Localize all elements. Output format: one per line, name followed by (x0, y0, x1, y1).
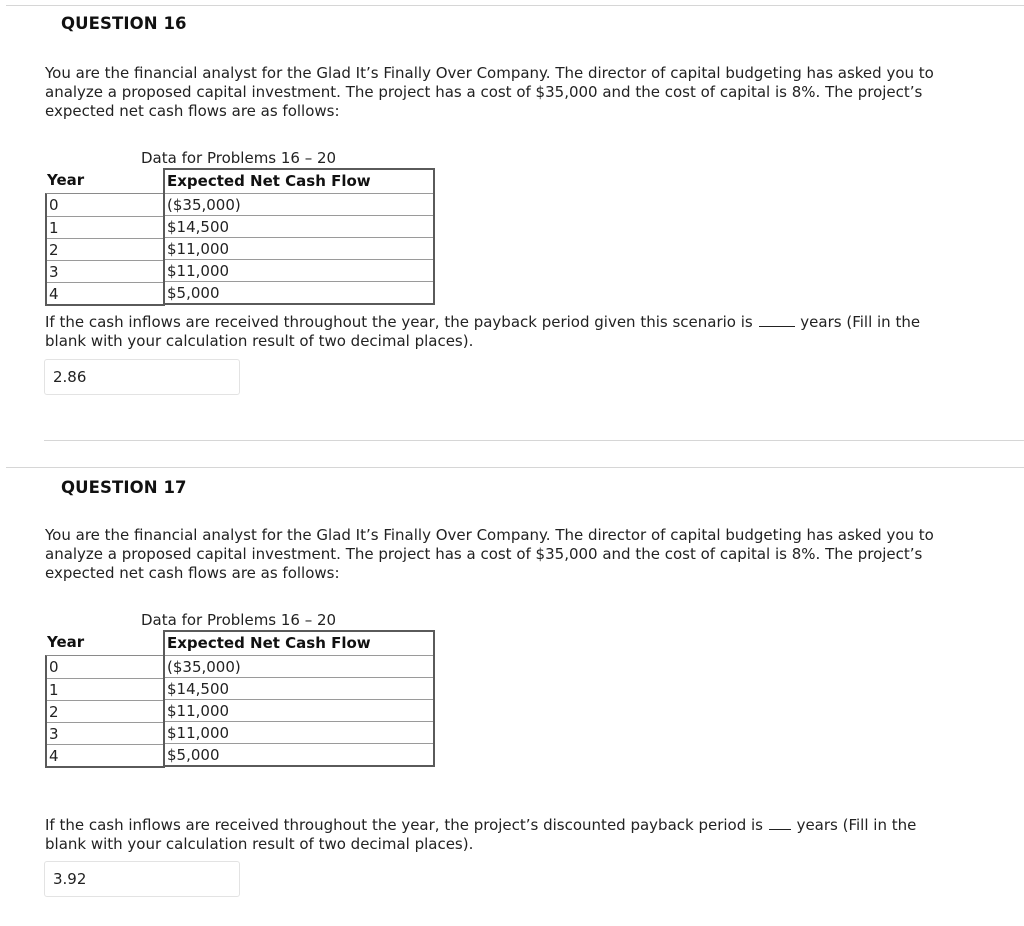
cash-flow-cell: $11,000 (165, 259, 433, 281)
cash-flow-cell: $5,000 (165, 281, 433, 303)
question-17-title: QUESTION 17 (61, 478, 187, 497)
year-column (45, 193, 165, 306)
intro-line: expected net cash flows are as follows: (45, 564, 340, 582)
cash-flow-cell: $11,000 (165, 721, 433, 743)
year-cell: 1 (47, 678, 165, 700)
year-cell: 3 (47, 722, 165, 744)
cash-flow-table (163, 630, 435, 767)
cash-flow-cell: ($35,000) (165, 193, 433, 215)
question-17-intro (45, 526, 975, 583)
prompt-text: If the cash inflows are received throughout the year, the project’s discounted payback period is (45, 816, 764, 834)
year-cell: 3 (47, 260, 165, 282)
question-16-prompt (45, 313, 975, 351)
year-cell: 4 (47, 282, 165, 304)
top-divider (6, 5, 1024, 6)
year-column-header: Year (47, 633, 85, 651)
question-divider (44, 440, 1024, 441)
prompt-text: blank with your calculation result of two decimal places). (45, 835, 474, 853)
year-cell: 0 (49, 658, 59, 676)
answer-input[interactable]: 2.86 (44, 359, 240, 395)
intro-line: expected net cash flows are as follows: (45, 102, 340, 120)
question-16-title: QUESTION 16 (61, 14, 187, 33)
prompt-text: years (Fill in the (800, 313, 921, 331)
year-cell: 2 (47, 238, 165, 260)
question-divider (6, 467, 1024, 468)
intro-line: analyze a proposed capital investment. The project has a cost of $35,000 and the cost of capital is 8%. The project’s (45, 545, 923, 563)
prompt-text: blank with your calculation result of two decimal places). (45, 332, 474, 350)
year-cell: 2 (47, 700, 165, 722)
question-16-intro (45, 64, 975, 121)
cash-flow-header: Expected Net Cash Flow (167, 634, 371, 652)
cash-flow-cell: $5,000 (165, 743, 433, 765)
cash-flow-header: Expected Net Cash Flow (167, 172, 371, 190)
intro-line: You are the financial analyst for the Glad It’s Finally Over Company. The director of capital budgeting has asked you to (45, 526, 934, 544)
question-17-prompt (45, 816, 975, 854)
cash-flow-table (163, 168, 435, 305)
intro-line: analyze a proposed capital investment. The project has a cost of $35,000 and the cost of capital is 8%. The project’s (45, 83, 923, 101)
intro-line: You are the financial analyst for the Glad It’s Finally Over Company. The director of capital budgeting has asked you to (45, 64, 934, 82)
year-cell: 4 (47, 744, 165, 766)
fill-blank (759, 314, 795, 327)
cash-flow-cell: $11,000 (165, 237, 433, 259)
fill-blank (769, 817, 791, 830)
prompt-text: If the cash inflows are received throughout the year, the payback period given this scenario is (45, 313, 753, 331)
cash-flow-cell: $14,500 (165, 677, 433, 699)
cash-flow-cell: ($35,000) (165, 655, 433, 677)
cash-flow-cell: $11,000 (165, 699, 433, 721)
year-cell: 1 (47, 216, 165, 238)
year-column (45, 655, 165, 768)
year-column-header: Year (47, 171, 85, 189)
answer-input[interactable]: 3.92 (44, 861, 240, 897)
data-caption: Data for Problems 16 – 20 (141, 611, 337, 629)
data-caption: Data for Problems 16 – 20 (141, 149, 337, 167)
year-cell: 0 (49, 196, 59, 214)
prompt-text: years (Fill in the (796, 816, 917, 834)
cash-flow-cell: $14,500 (165, 215, 433, 237)
